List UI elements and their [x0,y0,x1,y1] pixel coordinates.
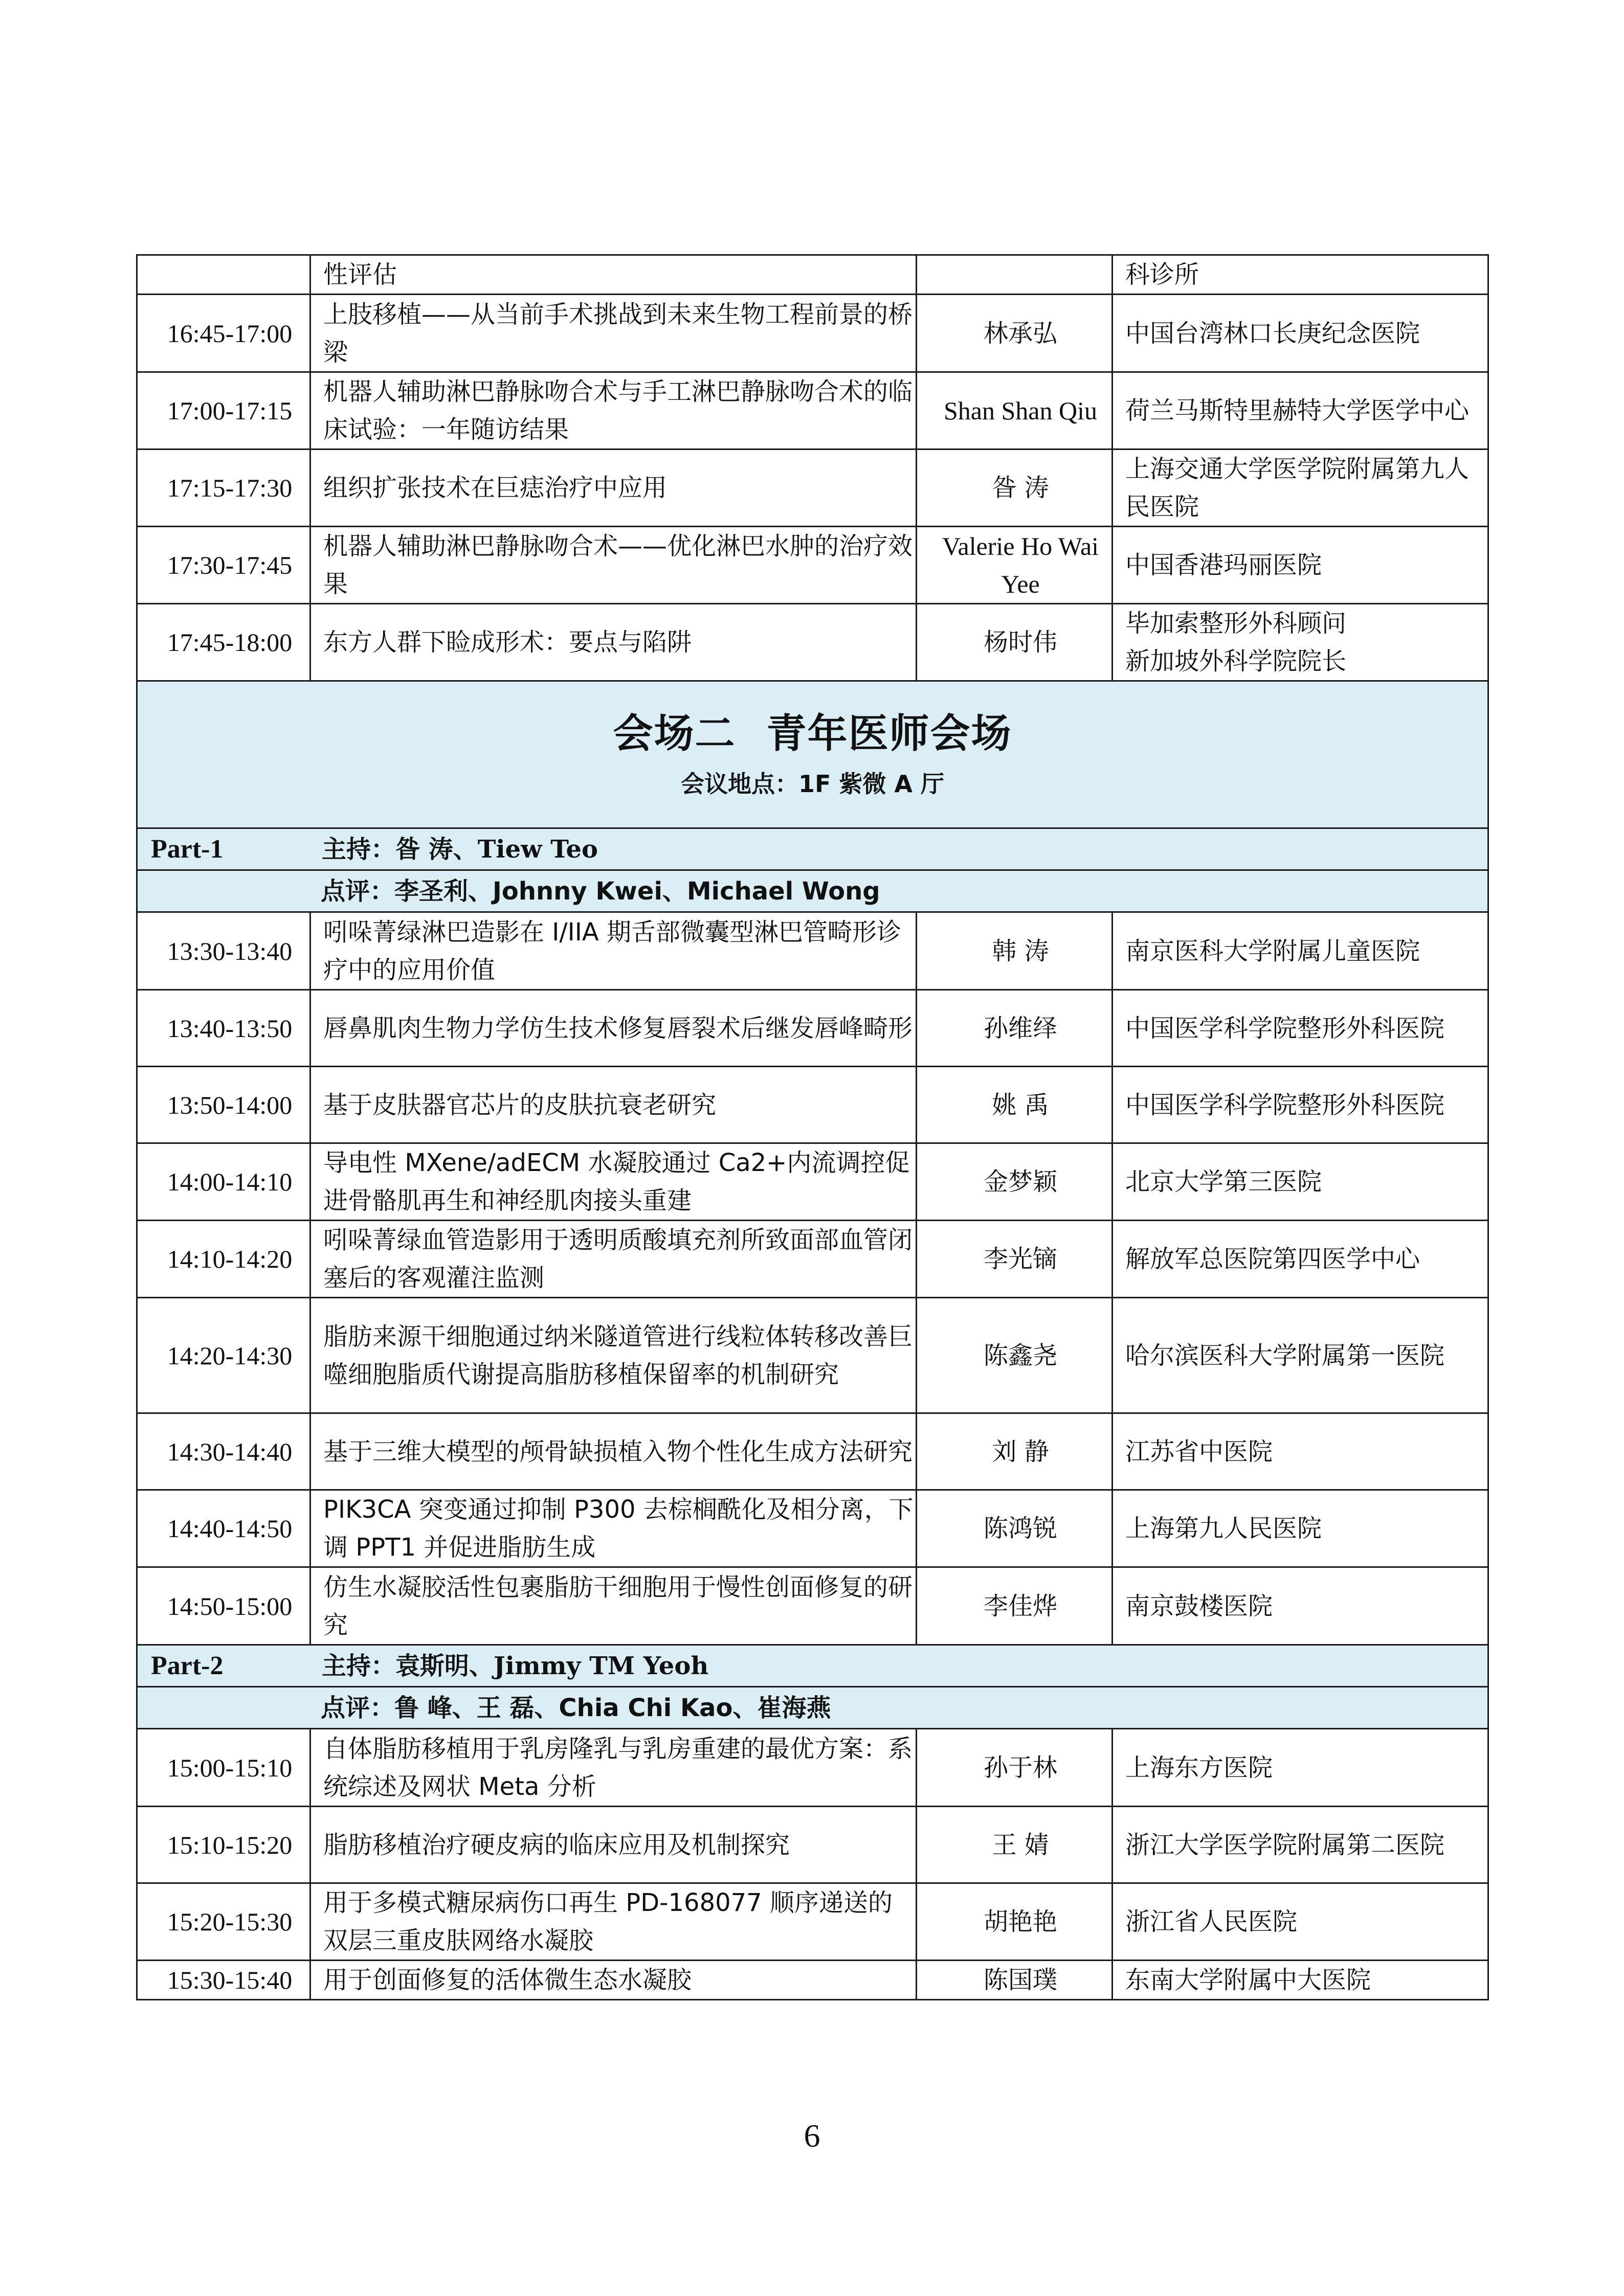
time-cell: 14:10-14:20 [137,1221,310,1298]
talk-title-cell: 基于三维大模型的颅骨缺损植入物个性化生成方法研究 [310,1413,917,1490]
talk-title-cell: 组织扩张技术在巨痣治疗中应用 [310,449,917,527]
schedule-row [137,1807,1488,1883]
time-cell: 17:30-17:45 [137,527,310,604]
talk-title-cell: 自体脂肪移植用于乳房隆乳与乳房重建的最优方案：系统综述及网状 Meta 分析 [310,1729,917,1807]
schedule-row [137,1221,1488,1298]
talk-title-cell: 吲哚菁绿血管造影用于透明质酸填充剂所致面部血管闭塞后的客观灌注监测 [310,1221,917,1298]
schedule-row [137,372,1488,449]
speaker-cell: 金梦颖 [917,1143,1113,1221]
speaker-cell: 杨时伟 [917,604,1113,681]
time-cell: 14:40-14:50 [137,1490,310,1567]
institution-cell: 荷兰马斯特里赫特大学医学中心 [1113,372,1488,449]
talk-title-cell: 唇鼻肌肉生物力学仿生技术修复唇裂术后继发唇峰畸形 [310,990,917,1067]
institution-cell: 解放军总医院第四医学中心 [1113,1221,1488,1298]
schedule-row [137,295,1488,372]
talk-title-cell: 东方人群下睑成形术：要点与陷阱 [310,604,917,681]
talk-title-cell: 脂肪移植治疗硬皮病的临床应用及机制探究 [310,1807,917,1883]
part-two-header [137,1645,1488,1687]
part-name: Part-1 [151,834,224,864]
talk-title-cell: 上肢移植——从当前手术挑战到未来生物工程前景的桥梁 [310,295,917,372]
schedule-row [137,449,1488,527]
time-cell: 17:45-18:00 [137,604,310,681]
speaker-cell: Valerie Ho Wai Yee [917,527,1113,604]
session-title-left: 会场二 [613,710,736,757]
schedule-row [137,1413,1488,1490]
time-cell: 17:00-17:15 [137,372,310,449]
session-two-header [137,681,1488,828]
institution-cell: 南京鼓楼医院 [1113,1567,1488,1645]
schedule-row [137,1298,1488,1413]
time-cell: 13:50-14:00 [137,1067,310,1143]
talk-title-cell: 脂肪来源干细胞通过纳米隧道管进行线粒体转移改善巨噬细胞脂质代谢提高脂肪移植保留率的机制研究 [310,1298,917,1413]
part-one-rows [137,828,1488,1645]
speaker-cell: 陈鑫尧 [917,1298,1113,1413]
speaker-cell: 孙维绎 [917,990,1113,1067]
time-cell: 15:10-15:20 [137,1807,310,1883]
speaker-cell: 孙于林 [917,1729,1113,1807]
time-cell: 14:20-14:30 [137,1298,310,1413]
speaker-cell: 姚 禹 [917,1067,1113,1143]
time-cell: 14:00-14:10 [137,1143,310,1221]
institution-cell: 上海交通大学医学院附属第九人民医院 [1113,449,1488,527]
speaker-cell: 陈国璞 [917,1961,1113,2000]
schedule-row [137,255,1488,295]
session-title [138,709,1487,758]
institution-cell: 上海第九人民医院 [1113,1490,1488,1567]
part-one-reviewers: 点评：李圣利、Johnny Kwei、Michael Wong [137,870,1488,912]
institution-cell: 江苏省中医院 [1113,1413,1488,1490]
schedule-table [136,254,1489,2000]
schedule-row [137,990,1488,1067]
institution-cell: 毕加索整形外科顾问 新加坡外科学院院长 [1113,604,1488,681]
schedule-row [137,912,1488,990]
institution-cell: 中国台湾林口长庚纪念医院 [1113,295,1488,372]
speaker-cell: 陈鸿锐 [917,1490,1113,1567]
part-two-rows [137,1645,1488,2000]
talk-title-cell: 导电性 MXene/adECM 水凝胶通过 Ca2+内流调控促进骨骼肌再生和神经肌肉接头重建 [310,1143,917,1221]
session-venue: 会议地点：1F 紫微 A 厅 [680,770,945,798]
session-one-continued-rows [137,255,1488,681]
part-two-reviewers: 点评：鲁 峰、王 磊、Chia Chi Kao、崔海燕 [137,1687,1488,1729]
talk-title-cell: 机器人辅助淋巴静脉吻合术与手工淋巴静脉吻合术的临床试验：一年随访结果 [310,372,917,449]
talk-title-cell: 基于皮肤器官芯片的皮肤抗衰老研究 [310,1067,917,1143]
talk-title-cell: PIK3CA 突变通过抑制 P300 去棕榈酰化及相分离，下调 PPT1 并促进脂肪生成 [310,1490,917,1567]
part-name: Part-2 [151,1651,224,1680]
part-chair: 主持：袁斯明、Jimmy TM Yeoh [322,1651,709,1680]
institution-cell: 浙江省人民医院 [1113,1883,1488,1961]
time-cell: 15:30-15:40 [137,1961,310,2000]
institution-cell: 南京医科大学附属儿童医院 [1113,912,1488,990]
schedule-row [137,1067,1488,1143]
talk-title-cell: 用于创面修复的活体微生态水凝胶 [310,1961,917,2000]
schedule-row [137,1143,1488,1221]
speaker-cell: 昝 涛 [917,449,1113,527]
schedule-row [137,1961,1488,2000]
talk-title-cell: 性评估 [310,255,917,295]
speaker-cell: 韩 涛 [917,912,1113,990]
time-cell: 15:20-15:30 [137,1883,310,1961]
schedule-row [137,604,1488,681]
speaker-cell: 李佳烨 [917,1567,1113,1645]
time-cell: 16:45-17:00 [137,295,310,372]
session-title-right: 青年医师会场 [766,710,1012,757]
speaker-cell: 刘 静 [917,1413,1113,1490]
talk-title-cell: 机器人辅助淋巴静脉吻合术——优化淋巴水肿的治疗效果 [310,527,917,604]
time-cell: 14:30-14:40 [137,1413,310,1490]
institution-cell: 上海东方医院 [1113,1729,1488,1807]
part-chair: 主持：昝 涛、Tiew Teo [322,835,598,864]
institution-cell: 浙江大学医学院附属第二医院 [1113,1807,1488,1883]
institution-cell: 东南大学附属中大医院 [1113,1961,1488,2000]
speaker-cell: 王 婧 [917,1807,1113,1883]
speaker-cell: 胡艳艳 [917,1883,1113,1961]
talk-title-cell: 用于多模式糖尿病伤口再生 PD-168077 顺序递送的双层三重皮肤网络水凝胶 [310,1883,917,1961]
part-one-header [137,828,1488,870]
time-cell: 13:40-13:50 [137,990,310,1067]
time-cell: 14:50-15:00 [137,1567,310,1645]
schedule-page [136,254,1487,2000]
speaker-cell [917,255,1113,295]
institution-cell: 哈尔滨医科大学附属第一医院 [1113,1298,1488,1413]
speaker-cell: 林承弘 [917,295,1113,372]
institution-cell: 科诊所 [1113,255,1488,295]
talk-title-cell: 吲哚菁绿淋巴造影在 I/IIA 期舌部微囊型淋巴管畸形诊疗中的应用价值 [310,912,917,990]
institution-cell: 中国香港玛丽医院 [1113,527,1488,604]
institution-cell: 北京大学第三医院 [1113,1143,1488,1221]
time-cell: 13:30-13:40 [137,912,310,990]
schedule-row [137,527,1488,604]
institution-cell: 中国医学科学院整形外科医院 [1113,1067,1488,1143]
institution-cell: 中国医学科学院整形外科医院 [1113,990,1488,1067]
speaker-cell: Shan Shan Qiu [917,372,1113,449]
time-cell: 15:00-15:10 [137,1729,310,1807]
talk-title-cell: 仿生水凝胶活性包裹脂肪干细胞用于慢性创面修复的研究 [310,1567,917,1645]
time-cell [137,255,310,295]
time-cell: 17:15-17:30 [137,449,310,527]
schedule-row [137,1567,1488,1645]
page-number: 6 [804,2118,820,2154]
session-banner [137,681,1488,828]
schedule-row [137,1490,1488,1567]
schedule-row [137,1729,1488,1807]
speaker-cell: 李光镝 [917,1221,1113,1298]
schedule-row [137,1883,1488,1961]
